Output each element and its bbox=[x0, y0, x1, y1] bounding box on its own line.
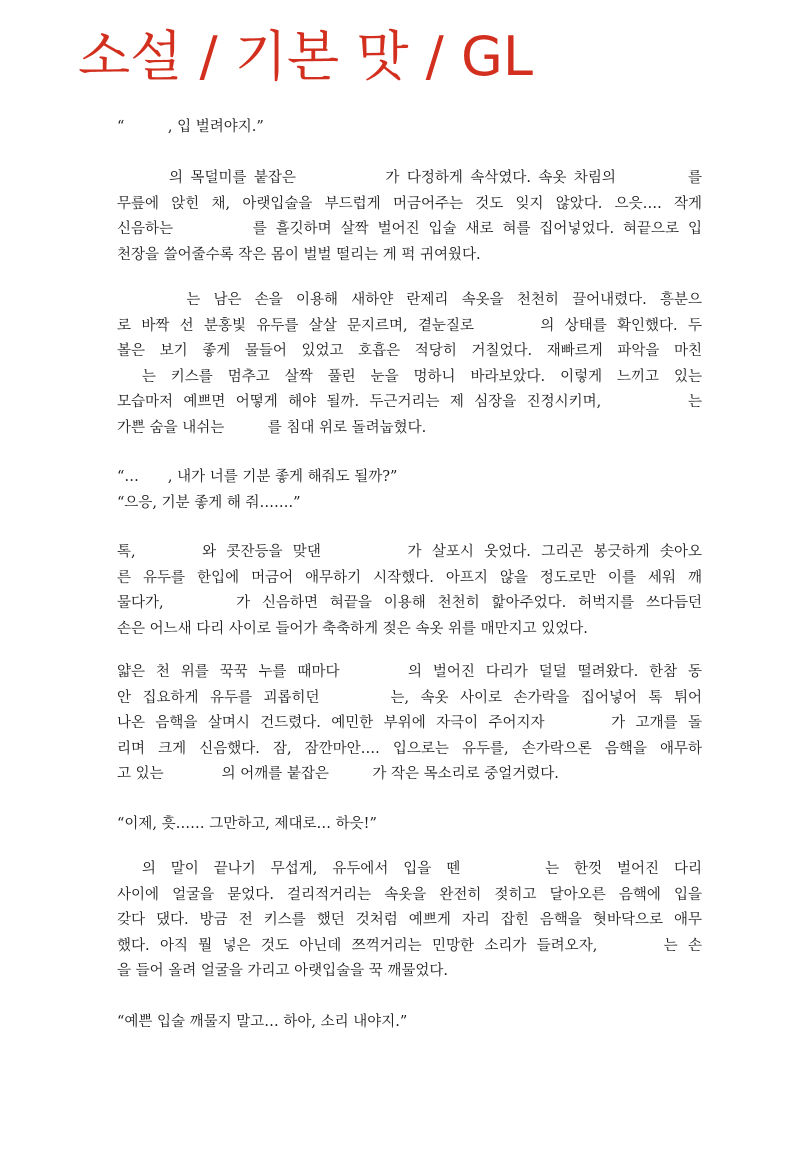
text-line: 톡, 와 콧잔등을 맞댄 가 살포시 웃었다. 그리곤 봉긋하게 솟아오 bbox=[117, 544, 702, 560]
text-line: 고 있는 의 어깨를 붙잡은 가 작은 목소리로 중얼거렸다. bbox=[117, 766, 559, 782]
text-line: 손은 어느새 다리 사이로 들어가 축축하게 젖은 속옷 위를 매만지고 있었다. bbox=[117, 620, 588, 637]
text-line: 나온 음핵을 살며시 건드렸다. 예민한 부위에 자극이 주어지자 가 고개를 돌 bbox=[117, 715, 702, 731]
dialogue-paragraph bbox=[117, 115, 702, 141]
text-line: 을 들어 올려 얼굴을 가리고 아랫입술을 꾹 깨물었다. bbox=[117, 963, 449, 979]
dialogue-paragraph bbox=[117, 812, 702, 838]
text-line: 신음하는 를 흘깃하며 살짝 벌어진 입술 새로 혀를 집어넣었다. 혀끝으로 입 bbox=[117, 221, 702, 237]
text-line: “ , 입 벌려야지.” bbox=[117, 119, 264, 135]
text-line: 리며 크게 신음했다. 잠, 잠깐마안…. 입으로는 유두를, 손가락으론 음핵을 애무하 bbox=[117, 740, 702, 757]
text-line: 의 말이 끝나기 무섭게, 유두에서 입을 뗀 는 한껏 벌어진 다리 bbox=[117, 861, 702, 877]
text-line: 볼은 보기 좋게 물들어 있었고 호흡은 적당히 거칠었다. 재빠르게 파악을 마친 bbox=[117, 343, 702, 359]
text-line: 사이에 얼굴을 묻었다. 걸리적거리는 속옷을 완전히 젖히고 달아오른 음핵에 입을 bbox=[117, 886, 702, 903]
text-line: 무릎에 앉힌 채, 아랫입술을 부드럽게 머금어주는 것도 잊지 않았다. 으읏…. 작게 bbox=[117, 195, 702, 212]
text-line: 는 남은 손을 이용해 새하얀 란제리 속옷을 천천히 끌어내렸다. 흥분으 bbox=[117, 292, 702, 308]
narration-paragraph bbox=[117, 166, 702, 268]
text-line: 물다가, 가 신음하면 혀끝을 이용해 천천히 핥아주었다. 허벅지를 쓰다듬던 bbox=[117, 595, 702, 611]
text-line: 로 바짝 선 분홍빛 유두를 살살 문지르며, 곁눈질로 의 상태를 확인했다. 두 bbox=[117, 317, 702, 334]
text-line: “예쁜 입술 깨물지 말고… 하아, 소리 내야지.” bbox=[117, 1014, 408, 1030]
text-line: 안 집요하게 유두를 괴롭히던 는, 속옷 사이로 손가락을 집어넣어 톡 튀어 bbox=[117, 689, 702, 706]
text-line: 모습마저 예쁘면 어떻게 해야 될까. 두근거리는 제 심장을 진정시키며, 는 bbox=[117, 394, 702, 410]
text-line: 천장을 쓸어줄수록 작은 몸이 벌벌 떨리는 게 퍽 귀여웠다. bbox=[117, 246, 481, 263]
text-line: 는 키스를 멈추고 살짝 풀린 눈을 멍하니 바라보았다. 이렇게 느끼고 있는 bbox=[117, 368, 702, 385]
narration-paragraph bbox=[117, 857, 702, 985]
text-line: “이제, 흣…… 그만하고, 제대로… 하읏!” bbox=[117, 816, 377, 832]
narration-paragraph bbox=[117, 288, 702, 441]
text-line: 른 유두를 한입에 머금어 애무하기 시작했다. 아프지 않을 정도로만 이를 세워 깨 bbox=[117, 569, 702, 586]
text-line: 갖다 댔다. 방금 전 키스를 했던 것처럼 예쁘게 자리 잡힌 음핵을 혓바닥으로 애무 bbox=[117, 912, 702, 928]
narration-paragraph bbox=[117, 660, 702, 788]
text-line: 가쁜 숨을 내쉬는 를 침대 위로 돌려눕혔다. bbox=[117, 419, 427, 436]
text-line: 의 목덜미를 붙잡은 가 다정하게 속삭였다. 속옷 차림의 를 bbox=[117, 170, 702, 186]
text-line: 얇은 천 위를 꾹꾹 누를 때마다 의 벌어진 다리가 덜덜 떨려왔다. 한참 동 bbox=[117, 664, 702, 680]
narration-paragraph bbox=[117, 540, 702, 642]
dialogue-paragraph bbox=[117, 465, 702, 516]
page-title: 소설 / 기본 맛 / GL bbox=[78, 25, 533, 88]
text-line: 했다. 아직 뭘 넣은 것도 아닌데 쯔꺽거리는 민망한 소리가 들려오자, 는 손 bbox=[117, 937, 702, 954]
dialogue-paragraph bbox=[117, 1010, 702, 1036]
text-line: “… , 내가 너를 기분 좋게 해줘도 될까?” bbox=[117, 469, 398, 485]
text-line: “으응, 기분 좋게 해 줘…….” bbox=[117, 494, 301, 511]
